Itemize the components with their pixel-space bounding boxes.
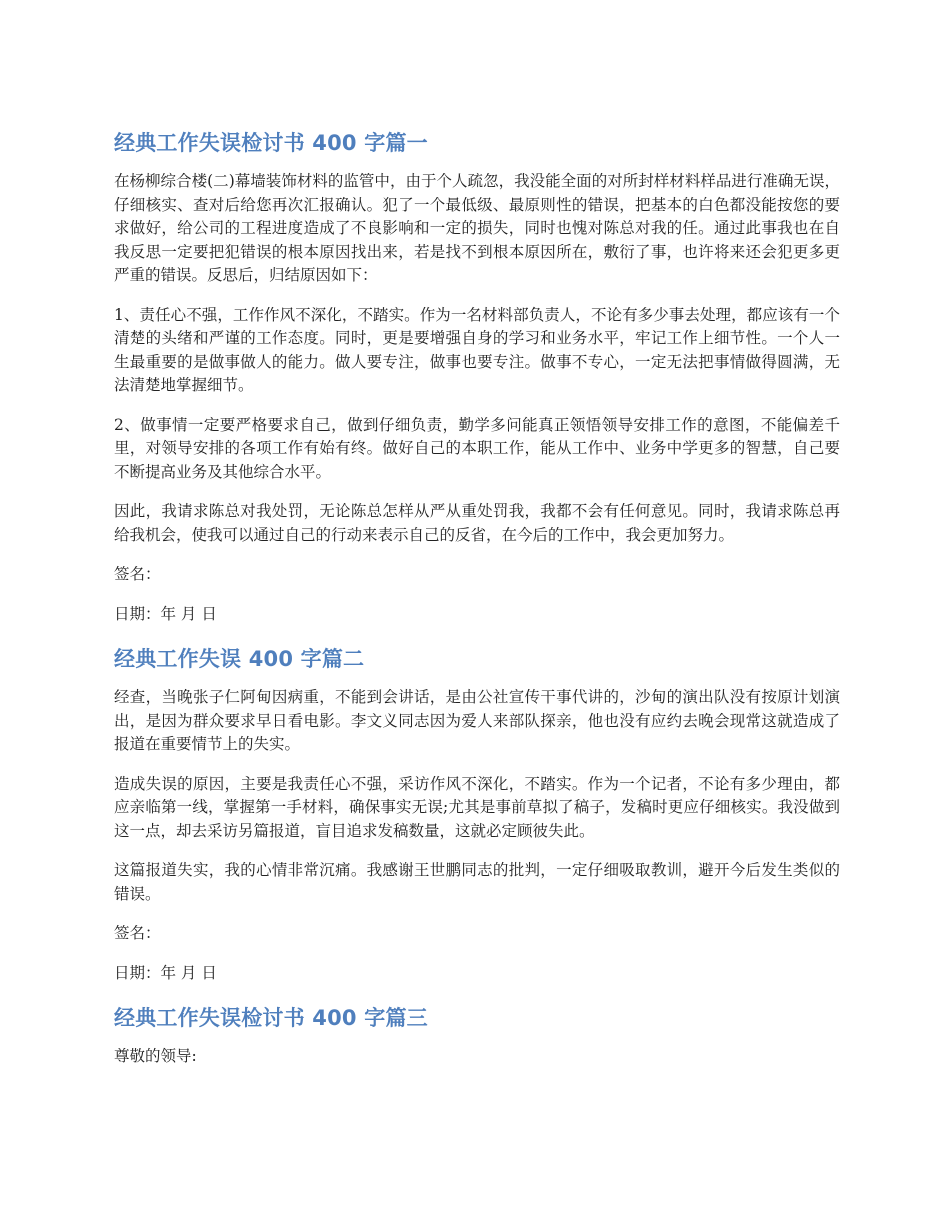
paragraph: 造成失误的原因，主要是我责任心不强，采访作风不深化，不踏实。作为一个记者，不论有多少理由，都应亲临第一线，掌握第一手材料，确保事实无误;尤其是事前草拟了稿子，发稿时更应仔细核实。我没做到这一点，却去采访另篇报道，盲目追求发稿数量，这就必定顾彼失此。 — [114, 774, 840, 840]
signature-line: 签名： — [114, 565, 161, 583]
document-body — [114, 126, 840, 1085]
date-line: 日期：年 月 日 — [114, 604, 217, 623]
section-heading: 经典工作失误检讨书 400 字篇三 — [114, 1006, 428, 1030]
salutation: 尊敬的领导: — [114, 1047, 197, 1065]
paragraph: 这篇报道失实，我的心情非常沉痛。我感谢王世鹏同志的批判，一定仔细吸取教训，避开今后发生类似的错误。 — [114, 861, 840, 903]
signature-line: 签名： — [114, 924, 161, 942]
section-heading: 经典工作失误 400 字篇二 — [114, 647, 365, 671]
section-2 — [114, 642, 840, 985]
paragraph: 1、责任心不强，工作作风不深化，不踏实。作为一名材料部负责人，不论有多少事去处理，都应该有一个清楚的头绪和严谨的工作态度。同时，更是要增强自身的学习和业务水平，牢记工作上细节性。一个人一生最重要的是做事做人的能力。做人要专注，做事也要专注。做事不专心，一定无法把事情做得圆满，无法清楚地掌握细节。 — [114, 305, 840, 394]
paragraph: 因此，我请求陈总对我处罚，无论陈总怎样从严从重处罚我，我都不会有任何意见。同时，我请求陈总再给我机会，使我可以通过自己的行动来表示自己的反省，在今后的工作中，我会更加努力。 — [114, 502, 840, 544]
section-heading: 经典工作失误检讨书 400 字篇一 — [114, 131, 428, 155]
date-line: 日期：年 月 日 — [114, 963, 217, 982]
section-3 — [114, 1001, 840, 1069]
section-1 — [114, 126, 840, 626]
paragraph: 经查，当晚张子仁阿甸因病重，不能到会讲话，是由公社宣传干事代讲的，沙甸的演出队没有按原计划演出，是因为群众要求早日看电影。李文义同志因为爱人来部队探亲，他也没有应约去晚会现常这就造成了报道在重要情节上的失实。 — [114, 688, 840, 753]
paragraph: 2、做事情一定要严格要求自己，做到仔细负责，勤学多问能真正领悟领导安排工作的意图，不能偏差千里，对领导安排的各项工作有始有终。做好自己的本职工作，能从工作中、业务中学更多的智慧，自己要不断提高业务及其他综合水平。 — [114, 415, 840, 481]
paragraph: 在杨柳综合楼(二)幕墙装饰材料的监管中，由于个人疏忽，我没能全面的对所封样材料样品进行准确无误，仔细核实、查对后给您再次汇报确认。犯了一个最低级、最原则性的错误，把基本的白色都没能按您的要求做好，给公司的工程进度造成了不良影响和一定的损失，同时也愧对陈总对我的任。通过此事我也在自我反思一定要把犯错误的根本原因找出来，若是找不到根本原因所在，敷衍了事，也许将来还会犯更多更严重的错误。反思后，归结原因如下： — [114, 172, 840, 284]
